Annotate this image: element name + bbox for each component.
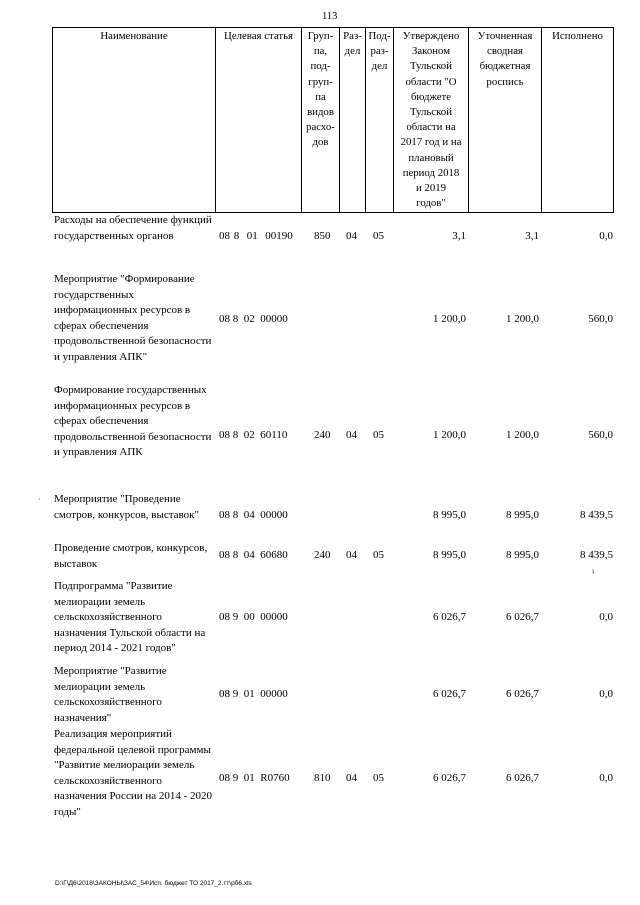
table-row (52, 727, 614, 837)
row-name: Мероприятие "Развитие мелиорации земель сельскохозяйственного назначения" (54, 665, 167, 724)
table-row (52, 492, 614, 540)
row-executed: 0,0 (599, 611, 613, 623)
row-approved: 8 995,0 (433, 549, 466, 561)
table-header (52, 27, 614, 213)
row-section: 04 (346, 549, 357, 561)
row-group: 240 (314, 429, 331, 441)
row-approved: 1 200,0 (433, 429, 466, 441)
row-group: 810 (314, 772, 331, 784)
row-refined: 6 026,7 (506, 772, 539, 784)
row-target: 08 8 04 60680 (219, 549, 288, 561)
row-group: 240 (314, 549, 331, 561)
row-approved: 6 026,7 (433, 688, 466, 700)
row-target: 08 9 01 R0760 (219, 772, 290, 784)
row-subsection: 05 (373, 549, 384, 561)
table-row (52, 213, 614, 263)
row-section: 04 (346, 429, 357, 441)
row-group: 850 (314, 230, 331, 242)
table-row (52, 272, 614, 382)
file-path-footer: D:\Г\Д6\2018\ЗАКОНЫ\ЗАС_54\Исп. бюджет ТО 2017_2.тт\рб6.xls (55, 880, 252, 887)
header-approved: Утверждено Законом Тульской области "О бюджете Тульской области на 2017 год и на плановый период 2018 и 2019 годов" (393, 28, 468, 212)
row-executed: 0,0 (599, 230, 613, 242)
row-target: 08 9 00 00000 (219, 611, 288, 623)
row-section: 04 (346, 772, 357, 784)
row-executed: 0,0 (599, 688, 613, 700)
row-subsection: 05 (373, 230, 384, 242)
page-number: 113 (322, 11, 338, 22)
table-row (52, 541, 614, 575)
row-executed: 8 439,5 (580, 509, 613, 521)
row-target: 08 8 01 00190 (219, 230, 293, 242)
row-name: Мероприятие "Проведение смотров, конкурсов, выставок" (54, 493, 200, 521)
row-name: Мероприятие "Формирование государственных информационных ресурсов в сферах обеспечения продовольственной безопасности и управления АПК" (54, 273, 212, 363)
row-name: Формирование государственных информационных ресурсов в сферах обеспечения продовольственной безопасности и управления АПК (54, 384, 212, 459)
row-executed: 560,0 (588, 429, 613, 441)
row-refined: 6 026,7 (506, 688, 539, 700)
row-subsection: 05 (373, 772, 384, 784)
row-refined: 3,1 (525, 230, 539, 242)
row-refined: 1 200,0 (506, 429, 539, 441)
table-row (52, 383, 614, 493)
row-refined: 6 026,7 (506, 611, 539, 623)
row-approved: 6 026,7 (433, 611, 466, 623)
row-approved: 6 026,7 (433, 772, 466, 784)
row-target: 08 8 02 00000 (219, 313, 288, 325)
row-name: Расходы на обеспечение функций государственных органов (54, 214, 212, 242)
table-row (52, 664, 614, 728)
row-name: Реализация мероприятий федеральной целевой программы "Развитие мелиорации земель сельскохозяйственного назначения России на 2014 - 2020 годы" (54, 728, 213, 818)
header-name: Наименование (52, 28, 215, 212)
row-refined: 8 995,0 (506, 549, 539, 561)
row-refined: 8 995,0 (506, 509, 539, 521)
row-target: 08 9 01 00000 (219, 688, 288, 700)
row-name: Подпрограмма "Развитие мелиорации земель сельскохозяйственного назначения Тульской области на период 2014 - 2021 годов" (54, 580, 206, 655)
row-executed: 0,0 (599, 772, 613, 784)
row-executed: 8 439,5 (580, 549, 613, 561)
row-approved: 3,1 (452, 230, 466, 242)
table-row (52, 579, 614, 659)
row-refined: 1 200,0 (506, 313, 539, 325)
header-target: Целевая статья (215, 28, 301, 212)
row-target: 08 8 04 00000 (219, 509, 288, 521)
row-name: Проведение смотров, конкурсов, выставок (54, 542, 208, 570)
row-subsection: 05 (373, 429, 384, 441)
row-section: 04 (346, 230, 357, 242)
row-target: 08 8 02 60110 (219, 429, 288, 441)
header-refined: Уточненная сводная бюджетная роспись (468, 28, 541, 212)
scan-mark: ˋ (38, 497, 41, 507)
header-executed: Исполнено (541, 28, 614, 212)
row-approved: 8 995,0 (433, 509, 466, 521)
row-executed: 560,0 (588, 313, 613, 325)
header-section: Раз- дел (339, 28, 365, 212)
header-subsection: Под- раз- дел (365, 28, 393, 212)
row-approved: 1 200,0 (433, 313, 466, 325)
scan-mark: ι (592, 566, 595, 576)
header-group: Груп- па, под- груп- па видов расхо- дов (301, 28, 339, 212)
